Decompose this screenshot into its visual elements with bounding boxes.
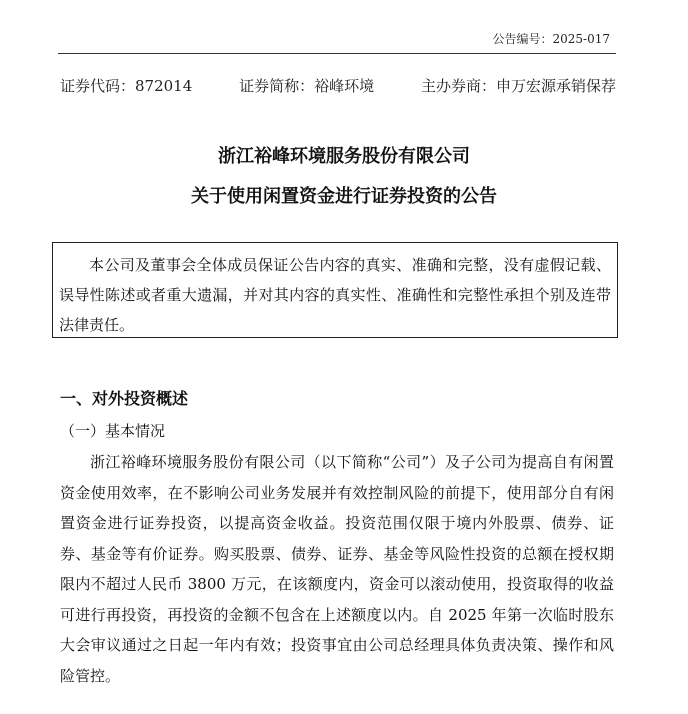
section-heading-investment-overview: 一、对外投资概述 bbox=[60, 389, 189, 408]
responsibility-notice-text: 本公司及董事会全体成员保证公告内容的真实、准确和完整，没有虚假记载、误导性陈述或者重大遗漏，并对其内容的真实性、准确性和完整性承担个别及连带法律责任。 bbox=[59, 256, 611, 334]
security-short-name: 证券简称：裕峰环境 bbox=[239, 77, 375, 95]
header-divider bbox=[58, 53, 616, 54]
basic-info-body bbox=[60, 447, 614, 691]
sponsor-broker: 主办券商：申万宏源承销保荐 bbox=[420, 77, 616, 95]
security-code: 证券代码：872014 bbox=[60, 77, 193, 95]
basic-info-paragraph: 浙江裕峰环境服务股份有限公司（以下简称“公司”）及子公司为提高自有闲置资金使用效率，在不影响公司业务发展并有效控制风险的前提下，使用部分自有闲置资金进行证券投资，以提高资金收益。投资范围仅限于境内外股票、债券、证券、基金等有价证券。购买股票、债券、证券、基金等风险性投资的总额在授权期限内不超过人民币 3800 万元，在该额度内，资金可以滚动使用，投资取得的收益可进行再投资，再投资的金额不包含在上述额度以内。自 2025 年第一次临时股东大会审议通过之日起一年内有效；投资事宜由公司总经理具体负责决策、操作和风险管控。 bbox=[60, 453, 614, 685]
announcement-title: 关于使用闲置资金进行证券投资的公告 bbox=[191, 186, 497, 207]
subsection-heading-basic-info: （一）基本情况 bbox=[60, 422, 166, 440]
company-title: 浙江裕峰环境服务股份有限公司 bbox=[218, 146, 470, 167]
security-info-row bbox=[60, 75, 616, 96]
announcement-number: 公告编号：2025-017 bbox=[492, 32, 610, 46]
responsibility-notice-box bbox=[52, 242, 618, 338]
